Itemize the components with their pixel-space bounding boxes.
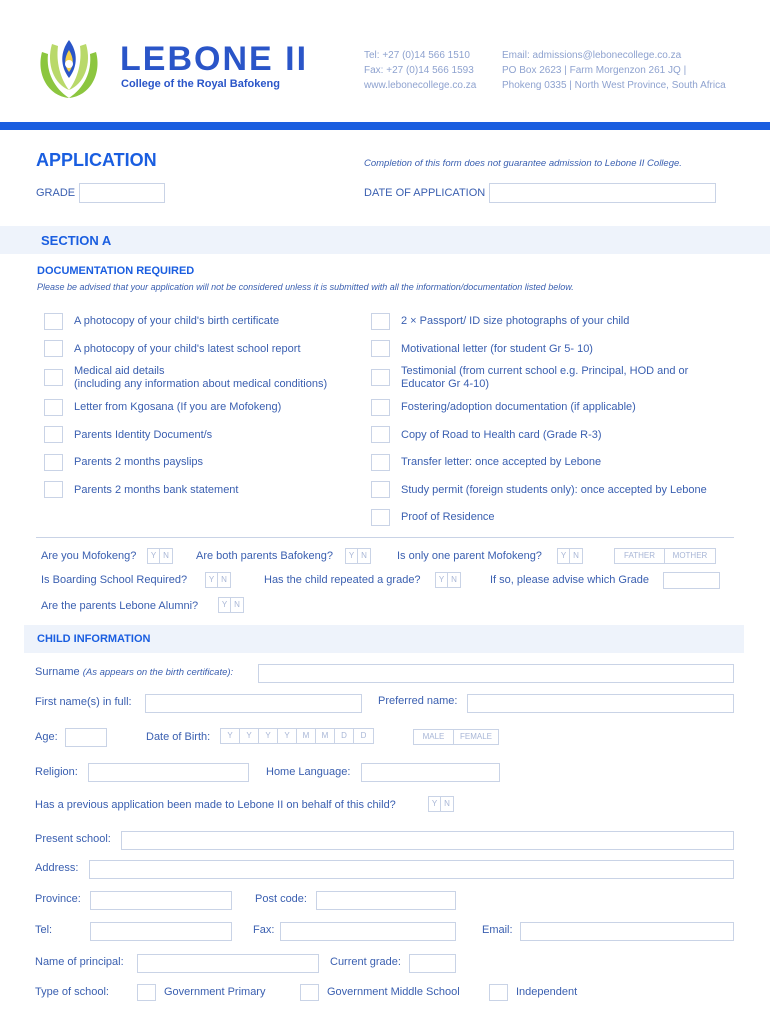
school-type-checkbox-government-middle[interactable] [300,984,319,1001]
contact-location: Phokeng 0335 | North West Province, South Africa [502,80,726,91]
header-rule [0,122,770,130]
school-type-checkbox-independent[interactable] [489,984,508,1001]
post-code-input[interactable] [316,891,456,910]
doc-label-medical-aid: Medical aid details (including any information about medical conditions) [74,365,328,390]
dob-month-2[interactable]: M [316,729,335,743]
dob-label: Date of Birth: [146,731,211,743]
dob-day-2[interactable]: D [360,731,367,740]
province-label: Province: [35,893,81,905]
age-input[interactable] [65,728,107,747]
current-grade-input[interactable] [409,954,456,973]
doc-checkbox-testimonial[interactable] [371,369,390,386]
grade-input[interactable] [79,183,165,203]
preferred-name-input[interactable] [467,694,734,713]
grade-label: GRADE [36,187,76,199]
mother-option[interactable]: MOTHER [672,551,708,560]
yes-option[interactable]: Y [148,549,160,563]
no-option[interactable]: N [361,551,367,560]
child-info-heading: CHILD INFORMATION [37,633,151,645]
doc-checkbox-bank-statement[interactable] [44,481,63,498]
documentation-heading: DOCUMENTATION REQUIRED [37,265,195,277]
doc-label-parents-id: Parents Identity Document/s [74,429,213,441]
both-bafokeng-yn-toggle[interactable] [345,548,371,564]
one-mofokeng-yn-toggle[interactable] [557,548,583,564]
question-one-mofokeng: Is only one parent Mofokeng? [397,550,542,562]
father-mother-toggle[interactable] [614,548,716,564]
dob-input[interactable] [220,728,374,744]
first-names-label: First name(s) in full: [35,696,132,708]
question-which-grade: If so, please advise which Grade [490,574,649,586]
doc-checkbox-proof-of-residence[interactable] [371,509,390,526]
contact-email[interactable]: Email: admissions@lebonecollege.co.za [502,50,682,61]
fax-input[interactable] [280,922,456,941]
email-input[interactable] [520,922,734,941]
doc-label-motivational-letter: Motivational letter (for student Gr 5- 10) [401,343,593,355]
no-option[interactable]: N [221,575,227,584]
present-school-label: Present school: [35,833,111,845]
dob-month-1[interactable]: M [297,729,316,743]
doc-label-photographs: 2 × Passport/ ID size photographs of your child [401,315,630,327]
doc-checkbox-transfer-letter[interactable] [371,454,390,471]
doc-checkbox-motivational-letter[interactable] [371,340,390,357]
first-names-input[interactable] [145,694,362,713]
present-school-input[interactable] [121,831,734,850]
contact-tel: Tel: +27 (0)14 566 1510 [364,50,470,61]
religion-input[interactable] [88,763,249,782]
logo-name: LEBONE II [120,40,309,78]
no-option[interactable]: N [163,551,169,560]
surname-input[interactable] [258,664,734,683]
doc-checkbox-school-report[interactable] [44,340,63,357]
question-both-bafokeng: Are both parents Bafokeng? [196,550,333,562]
repeated-grade-input[interactable] [663,572,720,589]
school-type-government-middle: Government Middle School [327,986,460,998]
yes-option[interactable]: Y [346,549,358,563]
yes-option[interactable]: Y [436,573,448,587]
lebone-logo-emblem [34,34,104,102]
female-option[interactable]: FEMALE [459,732,492,741]
doc-label-school-report: A photocopy of your child's latest school report [74,343,301,355]
doc-label-bank-statement: Parents 2 months bank statement [74,484,239,496]
question-boarding: Is Boarding School Required? [41,574,188,586]
email-label: Email: [482,924,513,936]
home-language-input[interactable] [361,763,500,782]
doc-checkbox-fostering[interactable] [371,399,390,416]
dob-year-3[interactable]: Y [259,729,278,743]
school-type-government-primary: Government Primary [164,986,266,998]
school-type-label: Type of school: [35,986,109,998]
question-repeated: Has the child repeated a grade? [264,574,421,586]
doc-checkbox-road-to-health[interactable] [371,426,390,443]
address-label: Address: [35,862,79,874]
contact-left [364,48,476,93]
no-option[interactable]: N [234,600,240,609]
previous-application-yn-toggle[interactable] [428,796,454,812]
doc-label-proof-of-residence: Proof of Residence [401,511,495,523]
religion-label: Religion: [35,766,78,778]
section-divider [36,537,734,538]
date-of-application-input[interactable] [489,183,716,203]
doc-checkbox-parents-id[interactable] [44,426,63,443]
doc-label-kgosana-letter: Letter from Kgosana (If you are Mofokeng) [74,401,282,413]
yes-option[interactable]: Y [558,549,570,563]
doc-label-road-to-health: Copy of Road to Health card (Grade R-3) [401,429,602,441]
doc-label-fostering: Fostering/adoption documentation (if applicable) [401,401,636,413]
fax-label: Fax: [253,924,275,936]
gender-toggle[interactable] [413,729,499,745]
yes-option[interactable]: Y [429,797,441,811]
doc-label-birth-certificate: A photocopy of your child's birth certificate [74,315,280,327]
date-of-application-label: DATE OF APPLICATION [364,187,486,199]
doc-checkbox-kgosana-letter[interactable] [44,399,63,416]
doc-label-payslips: Parents 2 months payslips [74,456,204,468]
dob-year-1[interactable]: Y [221,729,240,743]
school-type-checkbox-government-primary[interactable] [137,984,156,1001]
father-option[interactable]: FATHER [615,549,665,563]
surname-note: (As appears on the birth certificate): [82,667,234,678]
dob-day-1[interactable]: D [335,729,354,743]
documentation-note: Please be advised that your application will not be considered unless it is submitted with all the information/documentation listed below. [37,282,574,292]
principal-label: Name of principal: [35,956,124,968]
alumni-yn-toggle[interactable] [218,597,244,613]
contact-fax: Fax: +27 (0)14 566 1593 [364,65,474,76]
boarding-yn-toggle[interactable] [205,572,231,588]
province-input[interactable] [90,891,232,910]
doc-label-transfer-letter: Transfer letter: once accepted by Lebone [401,456,602,468]
surname-label [35,666,233,678]
mofokeng-yn-toggle[interactable] [147,548,173,564]
doc-checkbox-birth-certificate[interactable] [44,313,63,330]
post-code-label: Post code: [255,893,307,905]
doc-label-testimonial: Testimonial (from current school e.g. Principal, HOD and or Educator Gr 4-10) [401,365,689,390]
principal-input[interactable] [137,954,319,973]
section-a-title: SECTION A [41,233,112,248]
logo-subtitle: College of the Royal Bafokeng [121,78,280,90]
section-a-band [0,226,770,254]
repeated-yn-toggle[interactable] [435,572,461,588]
doc-checkbox-medical-aid[interactable] [44,369,63,386]
no-option[interactable]: N [444,799,450,808]
contact-po-box: PO Box 2623 | Farm Morgenzon 261 JQ | [502,65,687,76]
no-option[interactable]: N [573,551,579,560]
no-option[interactable]: N [451,575,457,584]
previous-application-label: Has a previous application been made to Lebone II on behalf of this child? [35,799,396,811]
tel-label: Tel: [35,924,53,936]
tel-input[interactable] [90,922,232,941]
address-input[interactable] [89,860,734,879]
yes-option[interactable]: Y [206,573,218,587]
dob-year-4[interactable]: Y [278,729,297,743]
doc-label-study-permit: Study permit (foreign students only): once accepted by Lebone [401,484,707,496]
school-type-independent: Independent [516,986,578,998]
preferred-name-label: Preferred name: [378,695,458,707]
dob-year-2[interactable]: Y [240,729,259,743]
male-option[interactable]: MALE [414,730,454,744]
doc-checkbox-photographs[interactable] [371,313,390,330]
doc-checkbox-study-permit[interactable] [371,481,390,498]
yes-option[interactable]: Y [219,598,231,612]
contact-right [502,48,726,93]
disclaimer: Completion of this form does not guarantee admission to Lebone II College. [364,158,682,169]
question-alumni: Are the parents Lebone Alumni? [41,600,199,612]
age-label: Age: [35,731,58,743]
surname-label-text: Surname [35,666,80,678]
page-title: APPLICATION [36,150,157,170]
home-language-label: Home Language: [266,766,351,778]
contact-web[interactable]: www.lebonecollege.co.za [364,80,477,91]
doc-checkbox-payslips[interactable] [44,454,63,471]
question-mofokeng: Are you Mofokeng? [41,550,137,562]
current-grade-label: Current grade: [330,956,401,968]
